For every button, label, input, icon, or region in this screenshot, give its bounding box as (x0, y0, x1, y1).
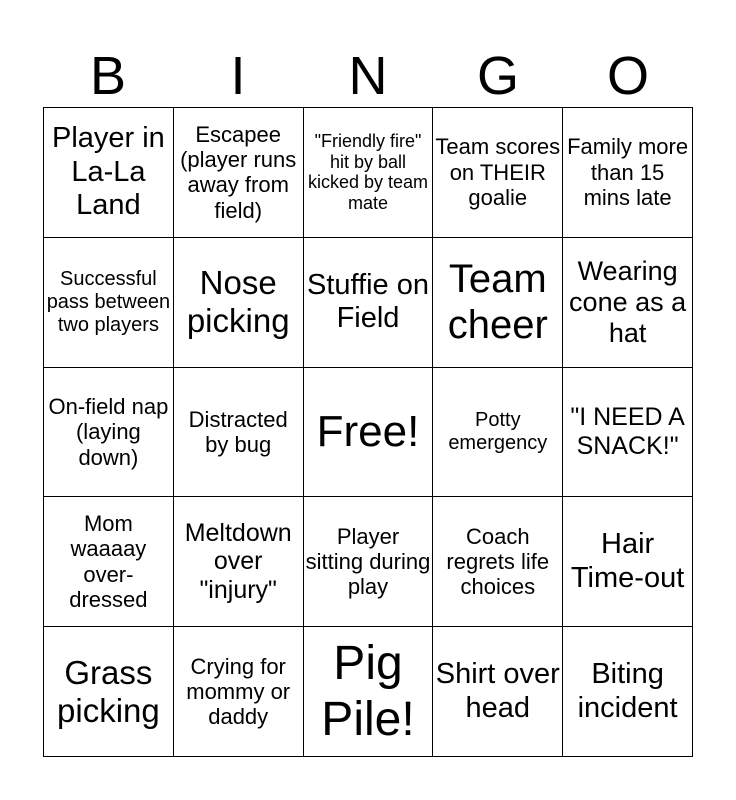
free-space-cell[interactable] (304, 368, 434, 498)
cell-text: Distracted by bug (188, 406, 288, 457)
bingo-cell[interactable] (433, 368, 563, 498)
cell-text: Biting incident (577, 658, 678, 724)
bingo-cell[interactable] (433, 238, 563, 368)
bingo-cell[interactable] (304, 238, 434, 368)
cell-text: Player in La-La Land (51, 122, 165, 222)
cell-text: Meltdown over "injury" (184, 518, 292, 605)
cell-text: Mom waaaay over-dressed (69, 511, 148, 613)
cell-text: Stuffie on Field (306, 268, 429, 335)
bingo-cell[interactable] (304, 108, 434, 238)
cell-text: Wearing cone as a hat (569, 255, 687, 348)
bingo-cell[interactable] (563, 108, 693, 238)
header-letter-g: G (476, 46, 519, 106)
cell-text: Family more than 15 mins late (567, 134, 689, 211)
bingo-cell[interactable] (563, 497, 693, 627)
header-letter-b: B (89, 46, 127, 106)
bingo-board (43, 107, 693, 757)
cell-text: "Friendly fire" hit by ball kicked by team mate (307, 131, 429, 214)
bingo-cell[interactable] (44, 238, 174, 368)
bingo-cell[interactable] (174, 627, 304, 757)
cell-text: Shirt over head (435, 658, 560, 724)
bingo-cell[interactable] (44, 627, 174, 757)
free-space-text: Free! (316, 406, 420, 456)
bingo-cell[interactable] (304, 497, 434, 627)
cell-text: Successful pass between two players (46, 267, 171, 336)
bingo-cell[interactable] (174, 108, 304, 238)
bingo-cell[interactable] (174, 238, 304, 368)
header-letter-n: N (348, 46, 388, 106)
cell-text: Player sitting during play (305, 523, 431, 600)
cell-text: On-field nap (laying down) (48, 394, 169, 470)
cell-text: Hair Time-out (570, 528, 685, 594)
cell-text: Crying for mommy or daddy (186, 653, 291, 730)
bingo-cell[interactable] (44, 497, 174, 627)
cell-text: Potty emergency (448, 408, 548, 454)
cell-text: Nose picking (186, 264, 290, 340)
bingo-cell[interactable] (44, 108, 174, 238)
cell-text: Escapee (player runs away from field) (180, 121, 297, 223)
cell-text: Pig Pile! (321, 637, 415, 746)
bingo-cell[interactable] (563, 368, 693, 498)
bingo-cell[interactable] (433, 627, 563, 757)
cell-text: Grass picking (57, 653, 160, 729)
bingo-cell[interactable] (563, 238, 693, 368)
cell-text: Coach regrets life choices (446, 523, 550, 600)
bingo-cell[interactable] (174, 368, 304, 498)
bingo-cell[interactable] (304, 627, 434, 757)
cell-text: Team scores on THEIR goalie (435, 134, 561, 211)
bingo-cell[interactable] (433, 108, 563, 238)
bingo-cell[interactable] (563, 627, 693, 757)
cell-text: "I NEED A SNACK!" (570, 403, 685, 460)
bingo-cell[interactable] (44, 368, 174, 498)
bingo-header (43, 44, 693, 108)
cell-text: Team cheer (447, 257, 548, 348)
header-letter-i: I (230, 46, 246, 106)
bingo-cell[interactable] (174, 497, 304, 627)
header-letter-o: O (606, 46, 649, 106)
bingo-cell[interactable] (433, 497, 563, 627)
